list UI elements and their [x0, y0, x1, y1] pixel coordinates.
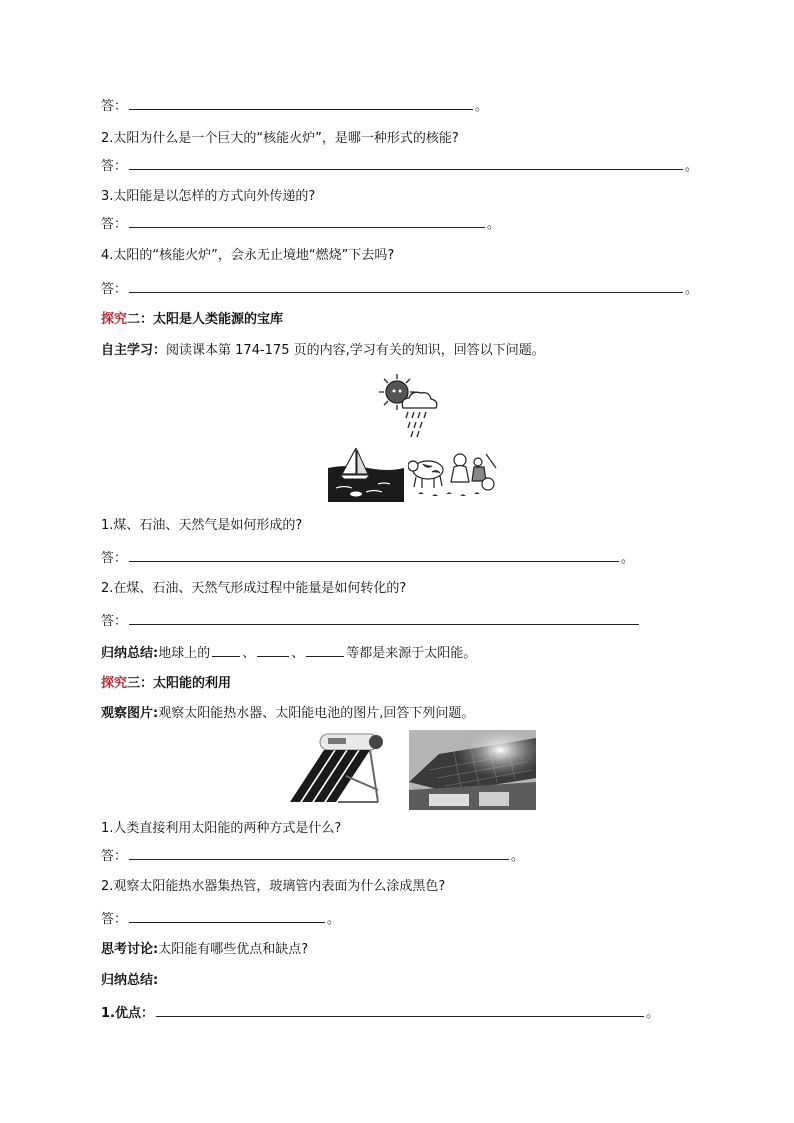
question-2: 2.太阳为什么是一个巨大的“核能火炉”，是哪一种形式的核能? — [101, 131, 459, 146]
question-3: 3.太阳能是以怎样的方式向外传递的? — [101, 189, 316, 204]
s3-question-1: 1.人类直接利用太阳能的两种方式是什么? — [101, 821, 342, 836]
answer-blank[interactable] — [306, 643, 344, 657]
s2-question-1: 1.煤、石油、天然气是如何形成的? — [101, 518, 303, 533]
solar-panel-roof-photo — [409, 730, 536, 810]
answer-blank[interactable] — [129, 909, 325, 923]
answer-blank[interactable] — [129, 96, 473, 110]
s2-summary-line: 归纳总结:地球上的 、 、 等都是来源于太阳能。 — [101, 643, 476, 663]
answer-blank[interactable] — [129, 156, 683, 170]
question-4: 4.太阳的“核能火炉”，会永无止境地“燃烧”下去吗? — [101, 248, 395, 263]
s3-summary-label: 归纳总结: — [101, 973, 159, 988]
s3-answer-line-2: 答： 。 — [101, 909, 340, 929]
farm-animals-illustration — [408, 450, 498, 502]
discussion-line: 思考讨论:太阳能有哪些优点和缺点? — [101, 942, 309, 957]
section-2-heading: 探究二：太阳是人类能源的宝库 — [101, 312, 284, 327]
s2-answer-line-2: 答： — [101, 611, 641, 631]
s3-question-2: 2.观察太阳能热水器集热管，玻璃管内表面为什么涂成黑色? — [101, 879, 446, 894]
answer-blank[interactable] — [129, 214, 485, 228]
answer-blank[interactable] — [212, 643, 240, 657]
answer-blank[interactable] — [129, 846, 509, 860]
answer-blank[interactable] — [257, 643, 289, 657]
answer-line-2: 答： 。 — [101, 156, 698, 176]
answer-blank[interactable] — [129, 279, 683, 293]
answer-blank[interactable] — [129, 611, 639, 625]
advantages-line: 1.优点： 。 — [101, 1003, 659, 1023]
answer-line-4: 答： 。 — [101, 279, 698, 299]
solar-water-heater-photo — [286, 730, 386, 808]
answer-blank[interactable] — [156, 1003, 644, 1017]
answer-line-1: 答： 。 — [101, 96, 488, 116]
sailboat-illustration — [326, 444, 406, 504]
section-3-heading: 探究三：太阳能的利用 — [101, 676, 232, 691]
answer-blank[interactable] — [129, 548, 619, 562]
s3-answer-line-1: 答： 。 — [101, 846, 524, 866]
answer-line-3: 答： 。 — [101, 214, 500, 234]
s2-answer-line-1: 答： 。 — [101, 548, 634, 568]
s2-question-2: 2.在煤、石油、天然气形成过程中能量是如何转化的? — [101, 581, 407, 596]
sun-cloud-rain-illustration — [370, 370, 440, 442]
observe-line: 观察图片:观察太阳能热水器、太阳能电池的图片,回答下列问题。 — [101, 706, 475, 721]
self-study-line: 自主学习：阅读课本第 174-175 页的内容,学习有关的知识，回答以下问题。 — [101, 343, 545, 358]
